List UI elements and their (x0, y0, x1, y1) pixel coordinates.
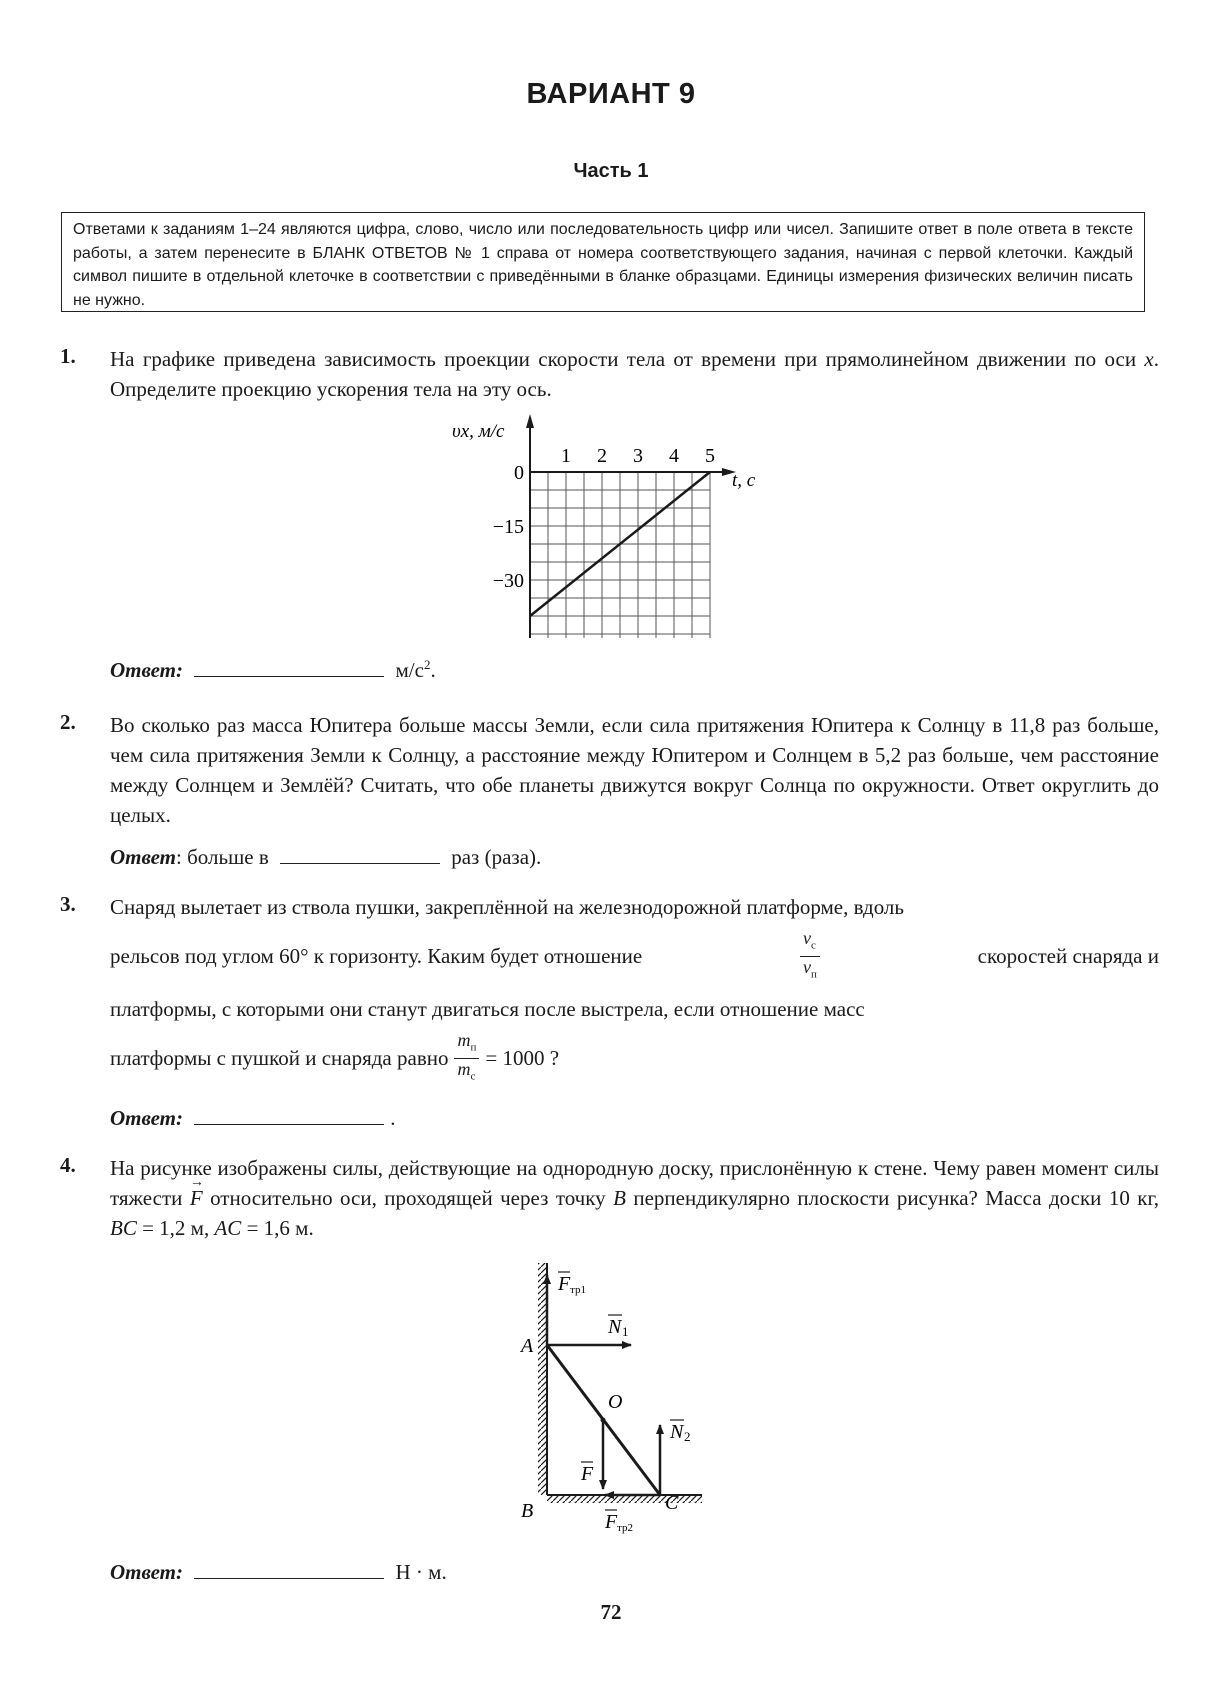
q4-answer-blank[interactable] (194, 1558, 384, 1579)
q3-line2b: скоростей снаряда и (977, 944, 1159, 969)
q4-answer-unit: Н · м. (395, 1560, 447, 1584)
frac1-den: v (802, 956, 811, 977)
instructions-box: Ответами к заданиям 1–24 являются цифра, слово, число или последовательность цифр или чисел. Запишите ответ в поле ответа в тексте работы, а затем перенесите в БЛАНК ОТВЕТОВ № 1 справа от номера соответствующего задания, начиная с первой клеточки. Каждый символ пишите в отдельной клеточке в соответствии с приведёнными в бланке образцами. Единицы измерения физических величин писать не нужно. (61, 212, 1145, 312)
q4-bc: BC (110, 1216, 137, 1240)
forces-diagram (505, 1255, 735, 1540)
q1-answer-line: Ответ: $м/с^2$. (110, 657, 436, 682)
x-tick-label: 2 (597, 445, 607, 467)
label-b: B (521, 1500, 534, 1522)
graph-grid (530, 472, 710, 638)
wall-hatch (538, 1263, 547, 1495)
q3-line3: платформы, с которыми они станут двигаться после выстрела, если отношение масс (110, 997, 865, 1021)
q4-text-b: относительно оси, проходящей через точку (202, 1186, 614, 1210)
q1-answer-label: Ответ (110, 658, 177, 682)
q4-text (110, 1153, 1159, 1243)
q4-point-b: B (613, 1186, 626, 1210)
frac1-num-sub: с (810, 939, 816, 952)
q2-answer-prefix: больше в (187, 845, 269, 869)
q1-text-b: . Определите проекцию ускорения тела на эту ось. (110, 347, 1159, 401)
q3-line1: Снаряд вылетает из ствола пушки, закреплённой на железнодорожной платформе, вдоль (110, 895, 904, 919)
q4-number: 4. (60, 1153, 76, 1177)
frac2-den: m (457, 1058, 471, 1079)
label-f-tr1: F (558, 1273, 571, 1295)
q2-answer-label: Ответ (110, 845, 177, 869)
velocity-ratio-fraction (800, 928, 820, 984)
q3-line2a: рельсов под углом 60° к горизонту. Каким будет отношение (110, 944, 643, 969)
q3-line4a: платформы с пушкой и снаряда равно (110, 1046, 449, 1071)
graph-ylabel: υx, м/с (452, 421, 505, 442)
q1-answer-blank[interactable] (194, 656, 384, 677)
label-f-tr1-sub: тр1 (570, 1284, 586, 1296)
q3-line4 (110, 1030, 1159, 1086)
label-n2: N (670, 1421, 684, 1443)
page-number: 72 (600, 1600, 622, 1624)
q3-line2 (110, 928, 1159, 984)
q4-text-d: = 1,2 м, (136, 1216, 215, 1240)
label-f-tr2-sub: тр2 (617, 1522, 633, 1534)
q3-number: 3. (60, 892, 76, 916)
q3-answer-line: Ответ: . (110, 1106, 396, 1130)
mass-ratio-fraction (454, 1030, 479, 1086)
x-tick-label: 3 (633, 445, 643, 467)
y-tick-label: −15 (492, 516, 524, 538)
q3-answer-blank[interactable] (194, 1104, 384, 1125)
frac1-num: v (802, 928, 811, 948)
q3-answer-end: . (390, 1106, 396, 1130)
y-tick-label: −30 (492, 570, 524, 592)
x-tick-label: 4 (669, 445, 679, 467)
q1-answer-end: . (430, 658, 436, 682)
q3-answer-label: Ответ (110, 1106, 177, 1130)
q1-answer-unit: м/с (395, 658, 424, 682)
label-n1: N (608, 1316, 622, 1338)
q4-answer-line: Ответ: Н · м. (110, 1560, 447, 1584)
q2-answer-suffix: раз (раза). (451, 845, 542, 869)
q4-text-a: На рисунке изображены силы, действующие на однородную доску, прислонённую к стене. Чему равен момент силы тяжести (110, 1156, 1159, 1210)
page-title: ВАРИАНТ 9 (526, 78, 696, 110)
q4-vec-f: → F (190, 1183, 203, 1213)
q1-answer-unit-exp: 2 (423, 657, 431, 672)
graph-xlabel: t, c (732, 470, 756, 491)
q2-answer-blank[interactable] (280, 843, 440, 864)
frac2-num: m (457, 1030, 471, 1050)
x-tick-label: 1 (561, 445, 571, 467)
label-f-tr2: F (605, 1511, 618, 1533)
q4-text-e: = 1,6 м. (241, 1216, 314, 1240)
y-axis-arrow (526, 414, 534, 428)
y-tick-label: 0 (514, 462, 524, 484)
velocity-graph (440, 410, 770, 645)
frac1-den-sub: п (810, 968, 817, 981)
q1-var: x (1144, 347, 1154, 371)
label-n2-sub: 2 (684, 1429, 691, 1444)
label-n1-sub: 1 (622, 1324, 629, 1339)
label-o: O (608, 1391, 623, 1413)
q1-text (110, 344, 1159, 404)
frac2-den-sub: с (470, 1070, 476, 1083)
x-tick-label: 5 (705, 445, 715, 467)
label-f: F (581, 1463, 594, 1485)
frac2-num-sub: п (470, 1041, 477, 1054)
q2-text: Во сколько раз масса Юпитера больше массы Земли, если сила притяжения Юпитера к Солнцу в 11,8 раз больше, чем сила притяжения Земли к Солнцу, а расстояние между Юпитером и Солнцем в 5,2 раз больше, чем расстояние между Солнцем и Землёй? Считать, что обе планеты движутся вокруг Солнца по окружности. Ответ округлить до целых. (110, 713, 1159, 827)
q4-answer-label: Ответ (110, 1560, 177, 1584)
part-heading: Часть 1 (573, 160, 649, 182)
q4-text-c: перпендикулярно плоскости рисунка? Масса доски 10 кг, (625, 1186, 1159, 1210)
q2-number: 2. (60, 710, 76, 734)
q3-line4b: = 1000 ? (485, 1046, 560, 1071)
q1-number: 1. (60, 344, 76, 368)
q1-text-a: На графике приведена зависимость проекции скорости тела от времени при прямолинейном движении по оси (110, 347, 1145, 371)
q4-ac: AC (214, 1216, 242, 1240)
label-a: A (521, 1335, 534, 1357)
label-c: C (665, 1492, 679, 1514)
center-of-mass (601, 1418, 606, 1423)
q2-answer-line: Ответ: больше в раз (раза). (110, 845, 542, 869)
